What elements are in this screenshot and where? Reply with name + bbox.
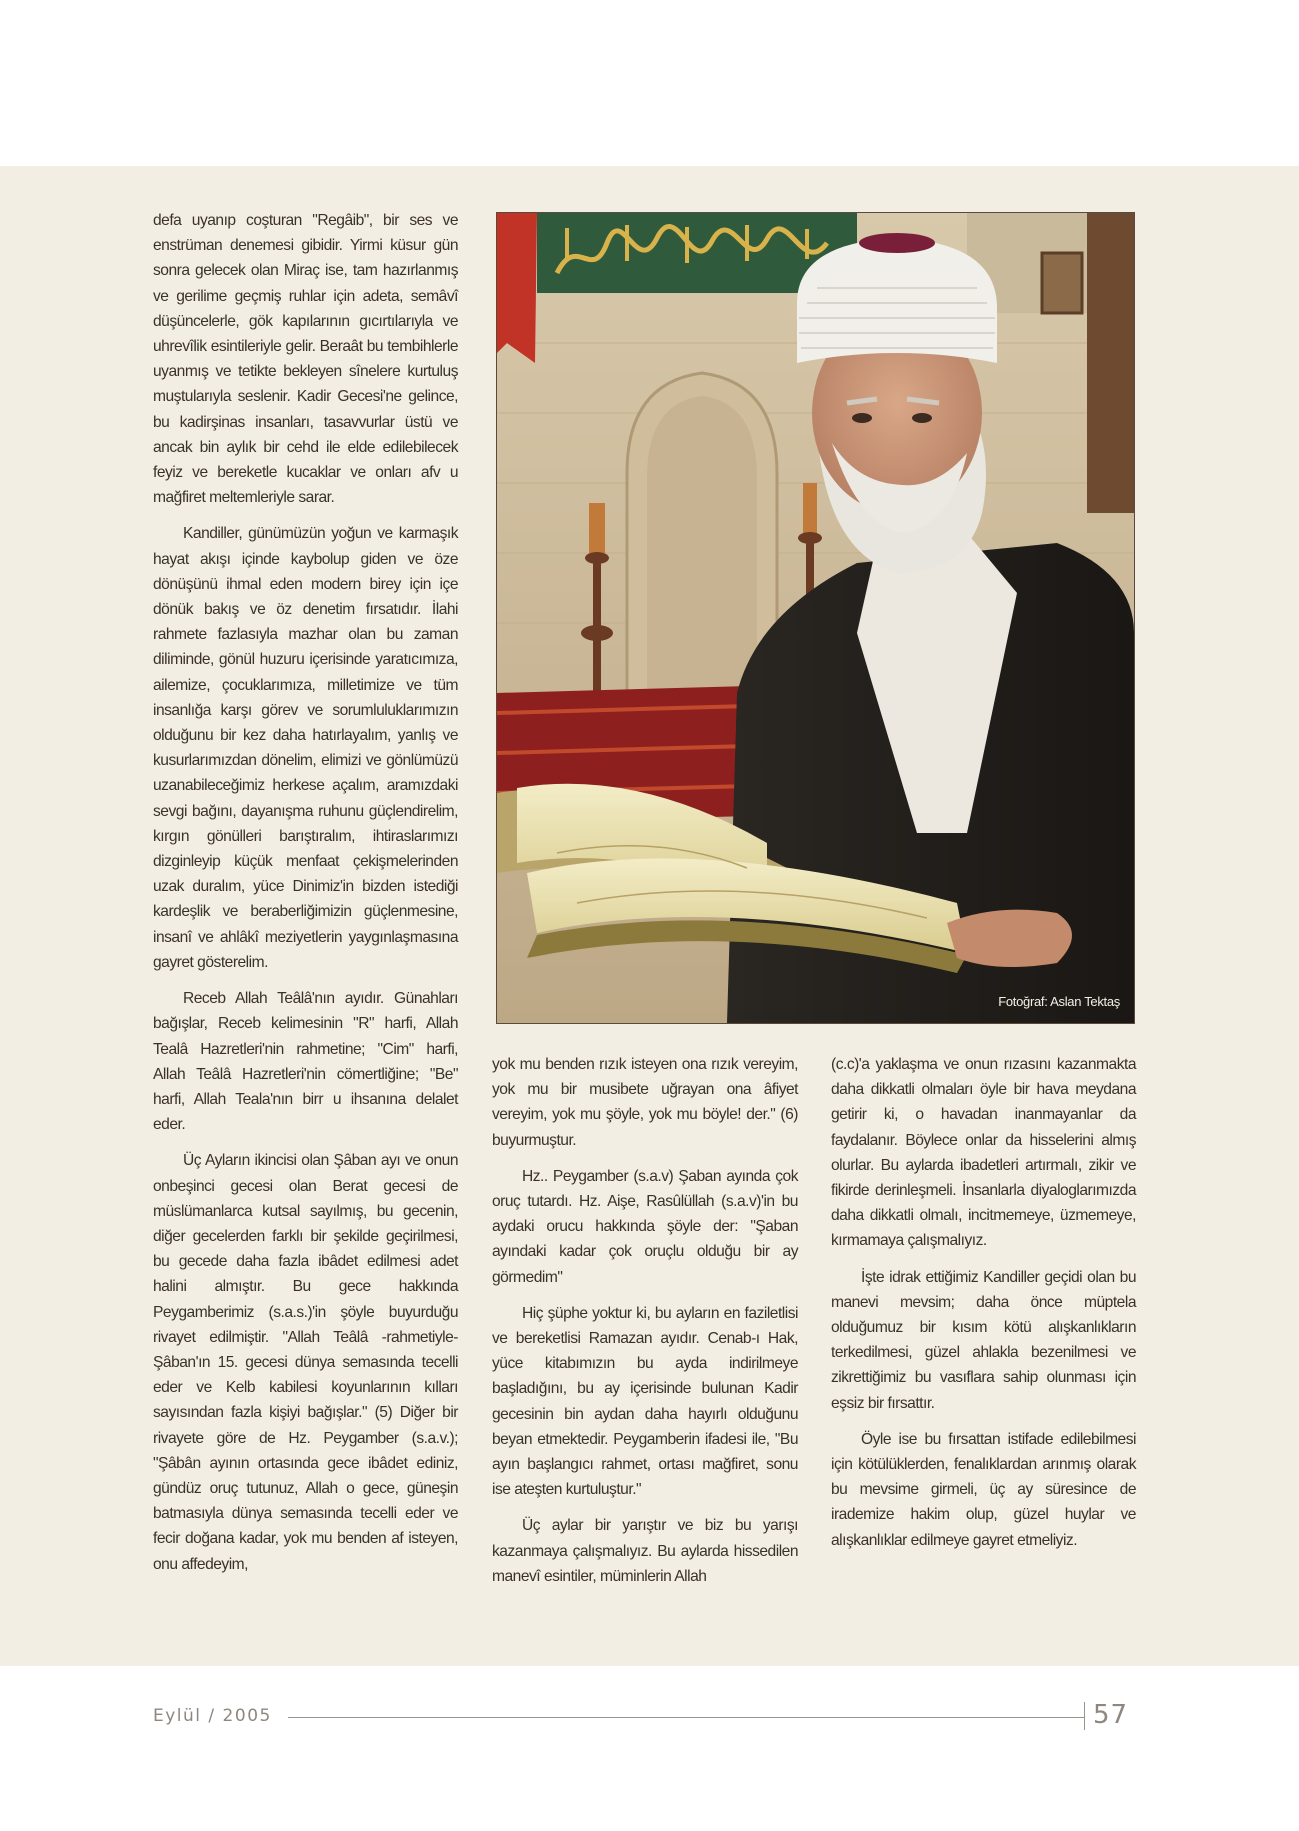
photo-imam-reading-quran bbox=[497, 213, 1134, 1023]
page-number: 57 bbox=[1093, 1700, 1129, 1730]
article-column-right bbox=[831, 1052, 1136, 1564]
article-column-middle bbox=[492, 1052, 798, 1600]
article-column-left bbox=[153, 208, 458, 1588]
paragraph: (c.c)'a yaklaşma ve onun rızasını kazanmakta daha dikkatli olmaları öyle bir hava meydana getirir ki, o havadan inanmayanlar da faydalanır. Böylece onlar da hisselerini almış olurlar. Bu aylarda ibadetleri artırmalı, zikir ve fikirde derinleşmeli. İnsanlarla diyaloglarımızda daha dikkatli olmalı, incitmemeye, üzmemeye, kırmamaya çalışmalıyız. bbox=[831, 1056, 1136, 1250]
footer-divider bbox=[1084, 1702, 1085, 1730]
article-photo bbox=[496, 212, 1135, 1024]
issue-date: Eylül / 2005 bbox=[153, 1706, 272, 1726]
paragraph: İşte idrak ettiğimiz Kandiller geçidi olan bu manevi mevsim; daha önce müptela olduğumuz bir kısım kötü alışkanlıkların terkedilmesi, güzel ahlakla bezenilmesi ve zikrettiğimiz bu vasıflara sahip olunması için eşsiz bir fırsattır. bbox=[831, 1268, 1136, 1412]
paragraph: Hiç şüphe yoktur ki, bu ayların en faziletlisi ve bereketlisi Ramazan ayıdır. Cenab-ı Hak, yüce kitabımızın bu ayda indirilmeye başladığını, bu ay içerisinde bulunan Kadir gecesinin bin aydan daha hayırlı olduğunu beyan etmektedir. Peygamberin ifadesi ile, "Bu ayın başlangıcı rahmet, ortası mağfiret, sonu ise ateşten kurtuluştur." bbox=[492, 1304, 798, 1499]
page-footer bbox=[0, 1700, 1299, 1740]
paragraph: Receb Allah Teâlâ'nın ayıdır. Günahları bağışlar, Receb kelimesinin "R" harfi, Allah Tealâ Hazretleri'nin rahmetine; "Cim" harfi, Allah Teâlâ Hazretleri'nin cömertliğine; "Be" harfi, Allah Teala'nın birr u ihsanına delalet eder. bbox=[153, 990, 458, 1134]
paragraph: defa uyanıp coşturan "Regâib", bir ses ve enstrüman denemesi gibidir. Yirmi küsur gün sonra gelecek olan Miraç ise, tam hazırlanmış ve gerilime geçmiş ruhlar için adeta, semâvî düşüncelerle, gök kapılarının gıcırtılarıyla ve uhrevîlik esintileriyle gelir. Beraât bu tembihlerle uyanmış ve tetikte bekleyen sînelere kurtuluş muştularıyla seslenir. Kadir Gecesi'ne gelince, bu kadirşinas insanları, tasavvurlar üstü ve ancak bin aylık bir cehd ile elde edilebilecek feyiz ve bereketle kucaklar ve onları afv u mağfiret meltemleriyle sarar. bbox=[153, 212, 458, 507]
paragraph: Üç aylar bir yarıştır ve biz bu yarışı kazanmaya çalışmalıyız. Bu aylarda hissedilen manevî esintiler, müminlerin Allah bbox=[492, 1517, 798, 1585]
paragraph: Hz.. Peygamber (s.a.v) Şaban ayında çok oruç tutardı. Hz. Aişe, Rasûlüllah (s.a.v)'in bu aydaki orucu hakkında şöyle der: "Şaban ayındaki kadar çok oruçlu olduğu bir ay görmedim" bbox=[492, 1167, 798, 1286]
paragraph: Öyle ise bu fırsattan istifade edilebilmesi için kötülüklerden, fenalıklardan arınmış olarak bu mevsime girmeli, üç ay süresince de irademize hakim olup, güzel huylar ve alışkanlıklar edilmeye gayret etmeliyiz. bbox=[831, 1430, 1136, 1549]
paragraph: Kandiller, günümüzün yoğun ve karmaşık hayat akışı içinde kaybolup giden ve öze dönüşünü ihmal eden modern birey için içe dönük bakış ve öz denetim fırsatıdır. İlahi rahmete fazlasıyla mazhar olan bu zaman diliminde, gönül huzuru içerisinde yaratıcımıza, ailemize, çocuklarımıza, milletimize ve tüm insanlığa karşı görev ve sorumluluklarımızın olduğunu bir kez daha hatırlayalım, yanlış ve kusurlarımızdan dönelim, elimizi ve gönlümüzü uzanabileceğimiz herkese açalım, aramızdaki sevgi bağını, dayanışma ruhunu güçlendirelim, kırgın gönülleri barıştıralım, ihtiraslarımızı dizginleyip küçük menfaat çekişmelerinden uzak duralım, yüce Dinimiz'in bizden istediği kardeşlik ve beraberliğimizin güçlenmesine, insanî ve ahlâkî meziyetlerin yaygınlaşmasına gayret gösterelim. bbox=[153, 525, 458, 971]
footer-rule bbox=[288, 1717, 1084, 1718]
paragraph: Üç Ayların ikincisi olan Şâban ayı ve onun onbeşinci gecesi olan Berat gecesi de müslümanlarca kutsal sayılmış, bu gecenin, diğer gecelerden farklı bir şekilde geçirilmesi, bu gecede daha fazla ibâdet edilmesi adet halini almıştır. Bu gece hakkında Peygamberimiz (s.a.s.)'in şöyle buyurduğu rivayet edilmiştir. "Allah Teâlâ -rahmetiyle- Şâban'ın 15. gecesi dünya semasında tecelli eder ve Kelb kabilesi koyunlarının kılları sayısından fazla kişiyi bağışlar." (5) Diğer bir rivayete göre de Hz. Peygamber (s.a.v.); "Şâbân ayının ortasında gece ibâdet ediniz, gündüz oruç tutunuz, Allah o gece, güneşin batmasıyla dünya semasında tecelli eder ve fecir doğana kadar, yok mu benden af isteyen, onu affedeyim, bbox=[153, 1152, 458, 1573]
paragraph: yok mu benden rızık isteyen ona rızık vereyim, yok mu bir musibete uğrayan ona âfiyet vereyim, yok mu şöyle, yok mu böyle! der." (6) buyurmuştur. bbox=[492, 1056, 798, 1149]
photo-credit: Fotoğraf: Aslan Tektaş bbox=[998, 994, 1120, 1009]
